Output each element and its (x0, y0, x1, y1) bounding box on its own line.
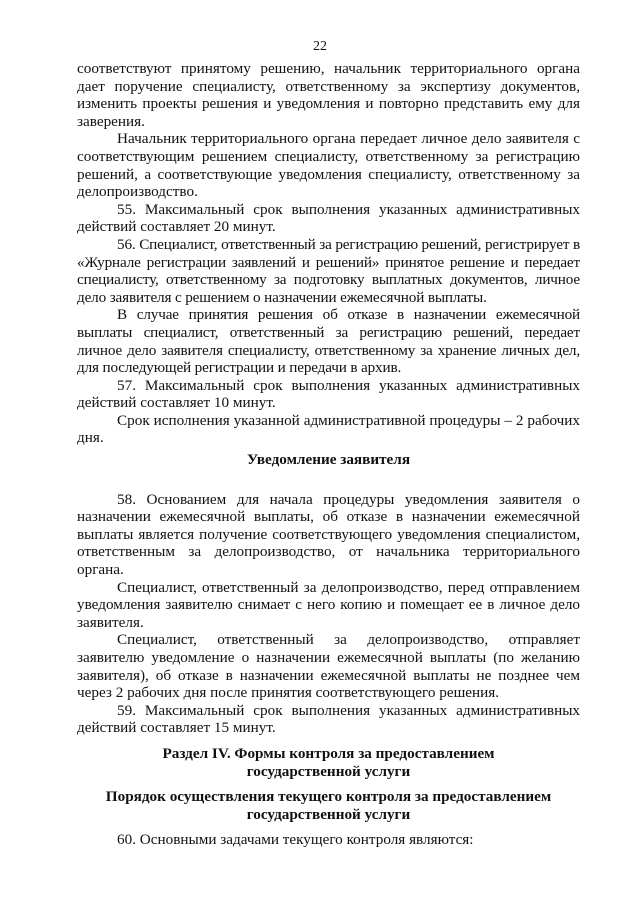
paragraph-58: 58. Основанием для начала процедуры уведомления заявителя о назначении ежемесячной выплаты, об отказе в назначении ежемесячной выплаты является получение соответствующего уведомления специалистом, ответственным за делопроизводство, от начальника территориального органа. (77, 490, 580, 579)
document-body (77, 60, 580, 849)
section-title (77, 745, 580, 780)
paragraph: Начальник территориального органа передает личное дело заявителя с соответствующим решением специалисту, ответственному за регистрацию решений, а соответствующие уведомления специалисту, ответственному за делопроизводство. (77, 130, 580, 201)
paragraph: Специалист, ответственный за делопроизводство, перед отправлением уведомления заявителю снимает с него копию и помещает ее в личное дело заявителя. (77, 578, 580, 631)
paragraph: Специалист, ответственный за делопроизводство, отправляет заявителю уведомление о назначении ежемесячной выплаты (по желанию заявителя), об отказе в назначении ежемесячной выплаты не позднее чем через 2 рабочих дня после принятия соответствующего решения. (77, 631, 580, 702)
paragraph-59: 59. Максимальный срок выполнения указанных административных действий составляет 15 минут. (77, 701, 580, 737)
paragraph-57: 57. Максимальный срок выполнения указанных административных действий составляет 10 минут. (77, 376, 580, 412)
paragraph: соответствуют принятому решению, начальник территориального органа дает поручение специалисту, ответственному за экспертизу документов, изменить проекты решения и уведомления и повторно представить ему для заверения. (77, 60, 580, 130)
section-title-line: государственной услуги (246, 762, 411, 780)
paragraph-55: 55. Максимальный срок выполнения указанных административных действий составляет 20 минут. (77, 200, 580, 236)
subsection-title-line: Порядок осуществления текущего контроля за предоставлением (105, 788, 552, 806)
section-heading-notification: Уведомление заявителя (246, 451, 411, 469)
section-title-line: Раздел IV. Формы контроля за предоставлением (162, 744, 495, 762)
subsection-title (77, 788, 580, 823)
paragraph-60: 60. Основными задачами текущего контроля являются: (117, 831, 474, 849)
paragraph-56: 56. Специалист, ответственный за регистрацию решений, регистрирует в «Журнале регистрации заявлений и решений» принятое решение и передает специалисту, ответственному за подготовку выплатных документов, личное дело заявителя с решением о назначении ежемесячной выплаты. (77, 235, 580, 306)
paragraph: Срок исполнения указанной административной процедуры – 2 рабочих дня. (77, 411, 580, 447)
subsection-title-line: государственной услуги (246, 805, 411, 823)
page-number: 22 (313, 39, 327, 54)
paragraph: В случае принятия решения об отказе в назначении ежемесячной выплаты специалист, ответственный за регистрацию решений, передает личное дело заявителя специалисту, ответственному за хранение личных дел, для последующей регистрации и передачи в архив. (77, 306, 580, 377)
